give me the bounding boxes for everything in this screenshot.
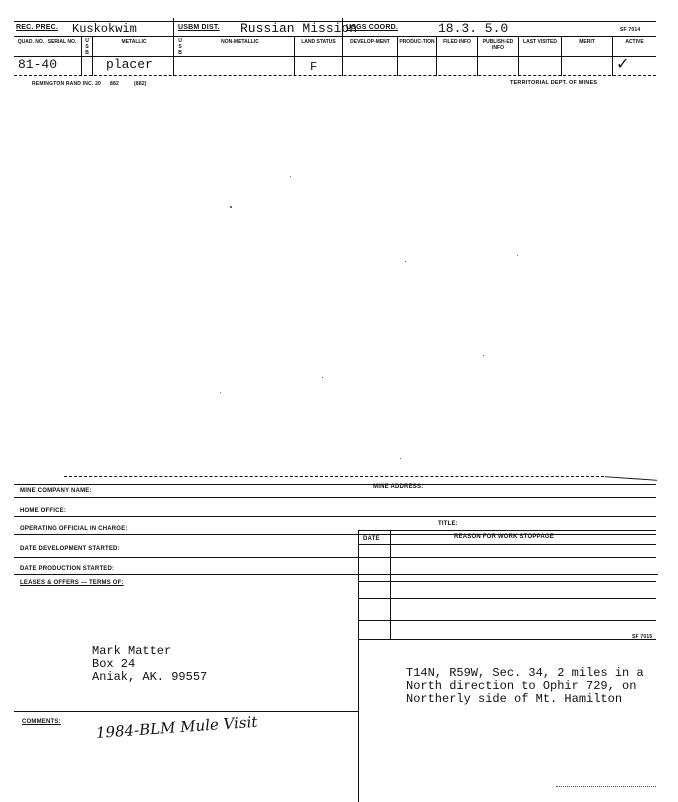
lower-top-edge	[64, 476, 604, 477]
department-label: TERRITORIAL DEPT. OF MINES	[510, 80, 598, 86]
row-rule	[358, 620, 656, 621]
form-number-lower: SF 7015	[632, 634, 653, 640]
address-line: Mark Matter	[92, 644, 172, 658]
card-bottom-rule	[14, 75, 656, 76]
home-office-label: HOME OFFICE:	[20, 508, 67, 514]
row-rule	[358, 598, 656, 599]
quad-serial-value: 81-40	[18, 57, 58, 72]
col-merit: MERIT	[579, 39, 595, 45]
metallic-value: placer	[106, 57, 153, 72]
header-row-rule	[14, 36, 656, 37]
comments-rule	[14, 711, 358, 712]
col-development: DEVELOP-MENT	[350, 39, 390, 45]
form-number-top: SF 7014	[620, 27, 641, 33]
col-land-status: LAND STATUS	[301, 39, 336, 45]
date-production-label: DATE PRODUCTION STARTED:	[20, 566, 115, 572]
usbm-dist-label: USBM DIST.	[178, 24, 220, 31]
lower-top-rule	[14, 484, 656, 485]
address-line: Aniak, AK. 99557	[92, 670, 208, 684]
date-label: DATE	[363, 536, 380, 542]
col-divider	[173, 18, 174, 76]
address-line: Box 24	[92, 657, 136, 671]
col-usb-nonmetal: U S B	[178, 38, 182, 56]
col-divider	[92, 36, 93, 76]
col-usb-metal: U S B	[85, 38, 89, 56]
date-development-label: DATE DEVELOPMENT STARTED:	[20, 546, 120, 552]
speck	[405, 261, 406, 262]
speck	[230, 206, 232, 208]
speck	[290, 176, 291, 177]
usgs-coord-value: 18.3. 5.0	[438, 21, 509, 36]
col-last-visited: LAST VISITED	[523, 39, 557, 45]
speck	[483, 355, 484, 356]
col-filed-info: FILED INFO	[443, 39, 471, 45]
printer-code: 882	[110, 81, 119, 87]
row-rule	[358, 581, 656, 582]
mine-address-label: MINE ADDRESS:	[373, 484, 424, 490]
active-check-mark: ✓	[616, 54, 630, 73]
row-rule	[14, 497, 656, 498]
col-production: PRODUC-TION	[399, 39, 435, 45]
leases-label: LEASES & OFFERS — TERMS OF:	[20, 580, 124, 586]
reason-label: REASON FOR WORK STOPPAGE	[454, 534, 554, 540]
row-rule	[14, 557, 656, 558]
row-rule	[14, 516, 656, 517]
col-metallic: METALLIC	[121, 39, 147, 45]
printer-suffix: (882)	[134, 81, 147, 87]
comments-handwriting: 1984-BLM Mule Visit	[95, 712, 258, 742]
speck	[322, 377, 323, 378]
row-rule	[358, 639, 656, 640]
speck	[400, 458, 401, 459]
location-line: North direction to Ophir 729, on	[406, 679, 637, 693]
col-divider	[342, 18, 343, 76]
location-line: Northerly side of Mt. Hamilton	[406, 692, 623, 706]
col-published-info: PUBLISH-ED INFO	[482, 39, 514, 51]
location-line: T14N, R59W, Sec. 34, 2 miles in a	[406, 666, 644, 680]
col-serial-no: SERIAL NO.	[47, 39, 77, 45]
printer-label: REMINGTON RAND INC. 20	[32, 81, 102, 87]
lower-top-edge-curl	[605, 476, 657, 481]
title-label: TITLE:	[438, 521, 458, 527]
comments-label: COMMENTS:	[22, 719, 61, 725]
col-divider	[81, 36, 82, 76]
rec-prec-label: REC. PREC.	[16, 24, 59, 31]
usgs-coord-label: USGS COORD.	[346, 24, 398, 31]
operating-official-label: OPERATING OFFICIAL IN CHARGE:	[20, 526, 128, 532]
row-rule	[14, 534, 656, 535]
land-status-value: F	[310, 60, 318, 74]
col-non-metallic: NON-METALLIC	[221, 39, 259, 45]
rec-prec-value: Kuskokwim	[72, 22, 137, 36]
row-rule	[358, 544, 656, 545]
col-quad-no: QUAD. NO.	[17, 39, 45, 45]
col-active: ACTIVE	[625, 39, 644, 45]
bottom-smudge	[556, 786, 656, 787]
speck	[220, 392, 221, 393]
mine-company-name-label: MINE COMPANY NAME:	[20, 488, 92, 494]
center-divider	[358, 530, 359, 802]
date-divider	[390, 530, 391, 640]
row-rule	[358, 530, 656, 531]
usbm-dist-value: Russian Mission	[240, 21, 358, 36]
row-rule	[14, 574, 658, 575]
speck	[517, 255, 518, 256]
